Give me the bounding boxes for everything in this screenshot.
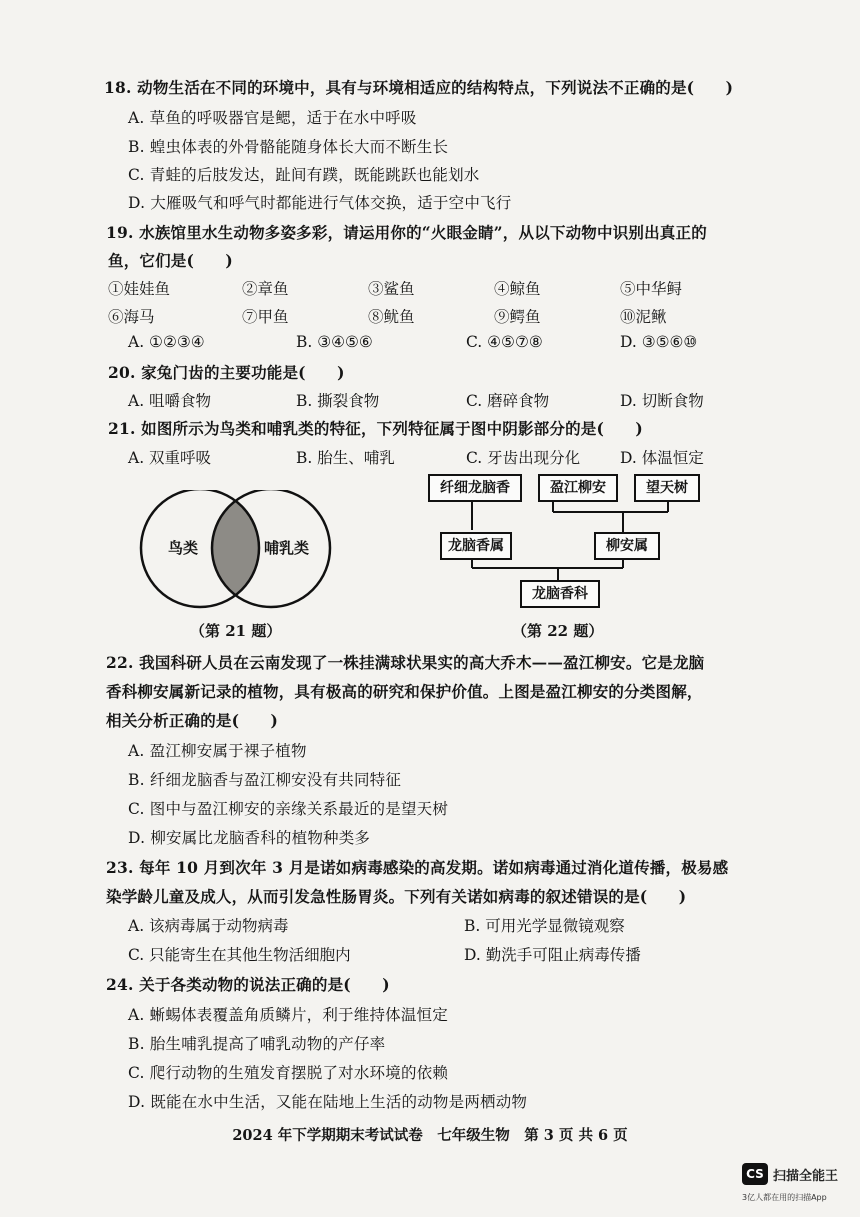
q19-animal-6: ⑥海马 <box>108 308 155 326</box>
q23-option-c: C. 只能寄生在其他生物活细胞内 <box>128 946 351 964</box>
q20-option-a: A. 咀嚼食物 <box>128 392 212 410</box>
q19-stem-2: 鱼，它们是( ) <box>108 251 233 270</box>
q23-stem-2: 染学龄儿童及成人，从而引发急性肠胃炎。下列有关诺如病毒的叙述错误的是( ) <box>106 887 687 906</box>
venn-label-birds: 鸟类 <box>168 539 199 557</box>
q22-stem-2: 香科柳安属新记录的植物，具有极高的研究和保护价值。上图是盈江柳安的分类图解， <box>106 682 703 701</box>
q18-option-a: A. 草鱼的呼吸器官是鳃，适于在水中呼吸 <box>128 109 417 127</box>
q18-option-d: D. 大雁吸气和呼气时都能进行气体交换，适于空中飞行 <box>128 194 512 212</box>
q20-stem: 20. 家兔门齿的主要功能是( ) <box>108 363 345 382</box>
q20-option-c: C. 磨碎食物 <box>466 392 550 410</box>
q21-option-a: A. 双重呼吸 <box>128 449 212 467</box>
q18-option-b: B. 蝗虫体表的外骨骼能随身体长大而不断生长 <box>128 138 449 156</box>
q19-stem-1: 19. 水族馆里水生动物多姿多彩，请运用你的“火眼金睛”，从以下动物中识别出真正的 <box>106 223 707 242</box>
q21-option-b: B. 胎生、哺乳 <box>296 449 395 467</box>
q22-option-b: B. 纤细龙脑香与盈江柳安没有共同特征 <box>128 771 402 789</box>
q19-animal-7: ⑦甲鱼 <box>242 308 289 326</box>
figure-21-caption: （第 21 题） <box>190 622 282 640</box>
camscanner-tagline: 3亿人都在用的扫描App <box>742 1193 827 1202</box>
q18-option-c: C. 青蛙的后肢发达，趾间有蹼，既能跳跃也能划水 <box>128 166 480 184</box>
q22-option-d: D. 柳安属比龙脑香科的植物种类多 <box>128 829 371 847</box>
q18-stem: 18. 动物生活在不同的环境中，具有与环境相适应的结构特点，下列说法不正确的是( ) <box>104 78 734 97</box>
tree-node-species-2: 盈江柳安 <box>538 474 618 502</box>
q19-option-b: B. ③④⑤⑥ <box>296 333 373 351</box>
tree-node-genus-1: 龙脑香属 <box>440 532 512 560</box>
q20-option-b: B. 撕裂食物 <box>296 392 380 410</box>
q19-animal-8: ⑧鱿鱼 <box>368 308 415 326</box>
q19-animal-2: ②章鱼 <box>242 280 289 298</box>
q19-option-c: C. ④⑤⑦⑧ <box>466 333 543 351</box>
q19-animal-9: ⑨鳄鱼 <box>494 308 541 326</box>
q23-option-d: D. 勤洗手可阻止病毒传播 <box>464 946 641 964</box>
q19-animal-5: ⑤中华鲟 <box>620 280 683 298</box>
q21-option-c: C. 牙齿出现分化 <box>466 449 581 467</box>
q24-option-a: A. 蜥蜴体表覆盖角质鳞片，利于维持体温恒定 <box>128 1006 448 1024</box>
q24-option-c: C. 爬行动物的生殖发育摆脱了对水环境的依赖 <box>128 1064 449 1082</box>
q23-stem-1: 23. 每年 10 月到次年 3 月是诺如病毒感染的高发期。诺如病毒通过消化道传播，极易感 <box>106 858 729 877</box>
figure-22-caption: （第 22 题） <box>512 622 604 640</box>
q19-animal-10: ⑩泥鳅 <box>620 308 667 326</box>
q22-option-a: A. 盈江柳安属于裸子植物 <box>128 742 307 760</box>
q23-option-b: B. 可用光学显微镜观察 <box>464 917 625 935</box>
q19-option-d: D. ③⑤⑥⑩ <box>620 333 698 351</box>
tree-node-family: 龙脑香科 <box>520 580 600 608</box>
q22-stem-1: 22. 我国科研人员在云南发现了一株挂满球状果实的高大乔木——盈江柳安。它是龙脑 <box>106 653 705 672</box>
q19-animal-4: ④鲸鱼 <box>494 280 541 298</box>
q21-stem: 21. 如图所示为鸟类和哺乳类的特征，下列特征属于图中阴影部分的是( ) <box>108 419 643 438</box>
q24-option-d: D. 既能在水中生活，又能在陆地上生活的动物是两栖动物 <box>128 1093 528 1111</box>
tree-node-species-3: 望天树 <box>634 474 700 502</box>
q22-stem-3: 相关分析正确的是( ) <box>106 711 279 730</box>
q24-option-b: B. 胎生哺乳提高了哺乳动物的产仔率 <box>128 1035 386 1053</box>
camscanner-logo-icon: CS <box>742 1163 768 1185</box>
page-footer: 2024 年下学期期末考试试卷 七年级生物 第 3 页 共 6 页 <box>232 1127 628 1144</box>
q19-animal-1: ①娃娃鱼 <box>108 280 171 298</box>
q23-option-a: A. 该病毒属于动物病毒 <box>128 917 289 935</box>
tree-node-species-1: 纤细龙脑香 <box>428 474 522 502</box>
camscanner-name: 扫描全能王 <box>773 1169 839 1184</box>
q20-option-d: D. 切断食物 <box>620 392 704 410</box>
tree-node-genus-2: 柳安属 <box>594 532 660 560</box>
venn-label-mammals: 哺乳类 <box>264 539 310 557</box>
q19-animal-3: ③鲨鱼 <box>368 280 415 298</box>
q19-option-a: A. ①②③④ <box>128 333 205 351</box>
q21-option-d: D. 体温恒定 <box>620 449 704 467</box>
q22-option-c: C. 图中与盈江柳安的亲缘关系最近的是望天树 <box>128 800 449 818</box>
q24-stem: 24. 关于各类动物的说法正确的是( ) <box>106 975 390 994</box>
